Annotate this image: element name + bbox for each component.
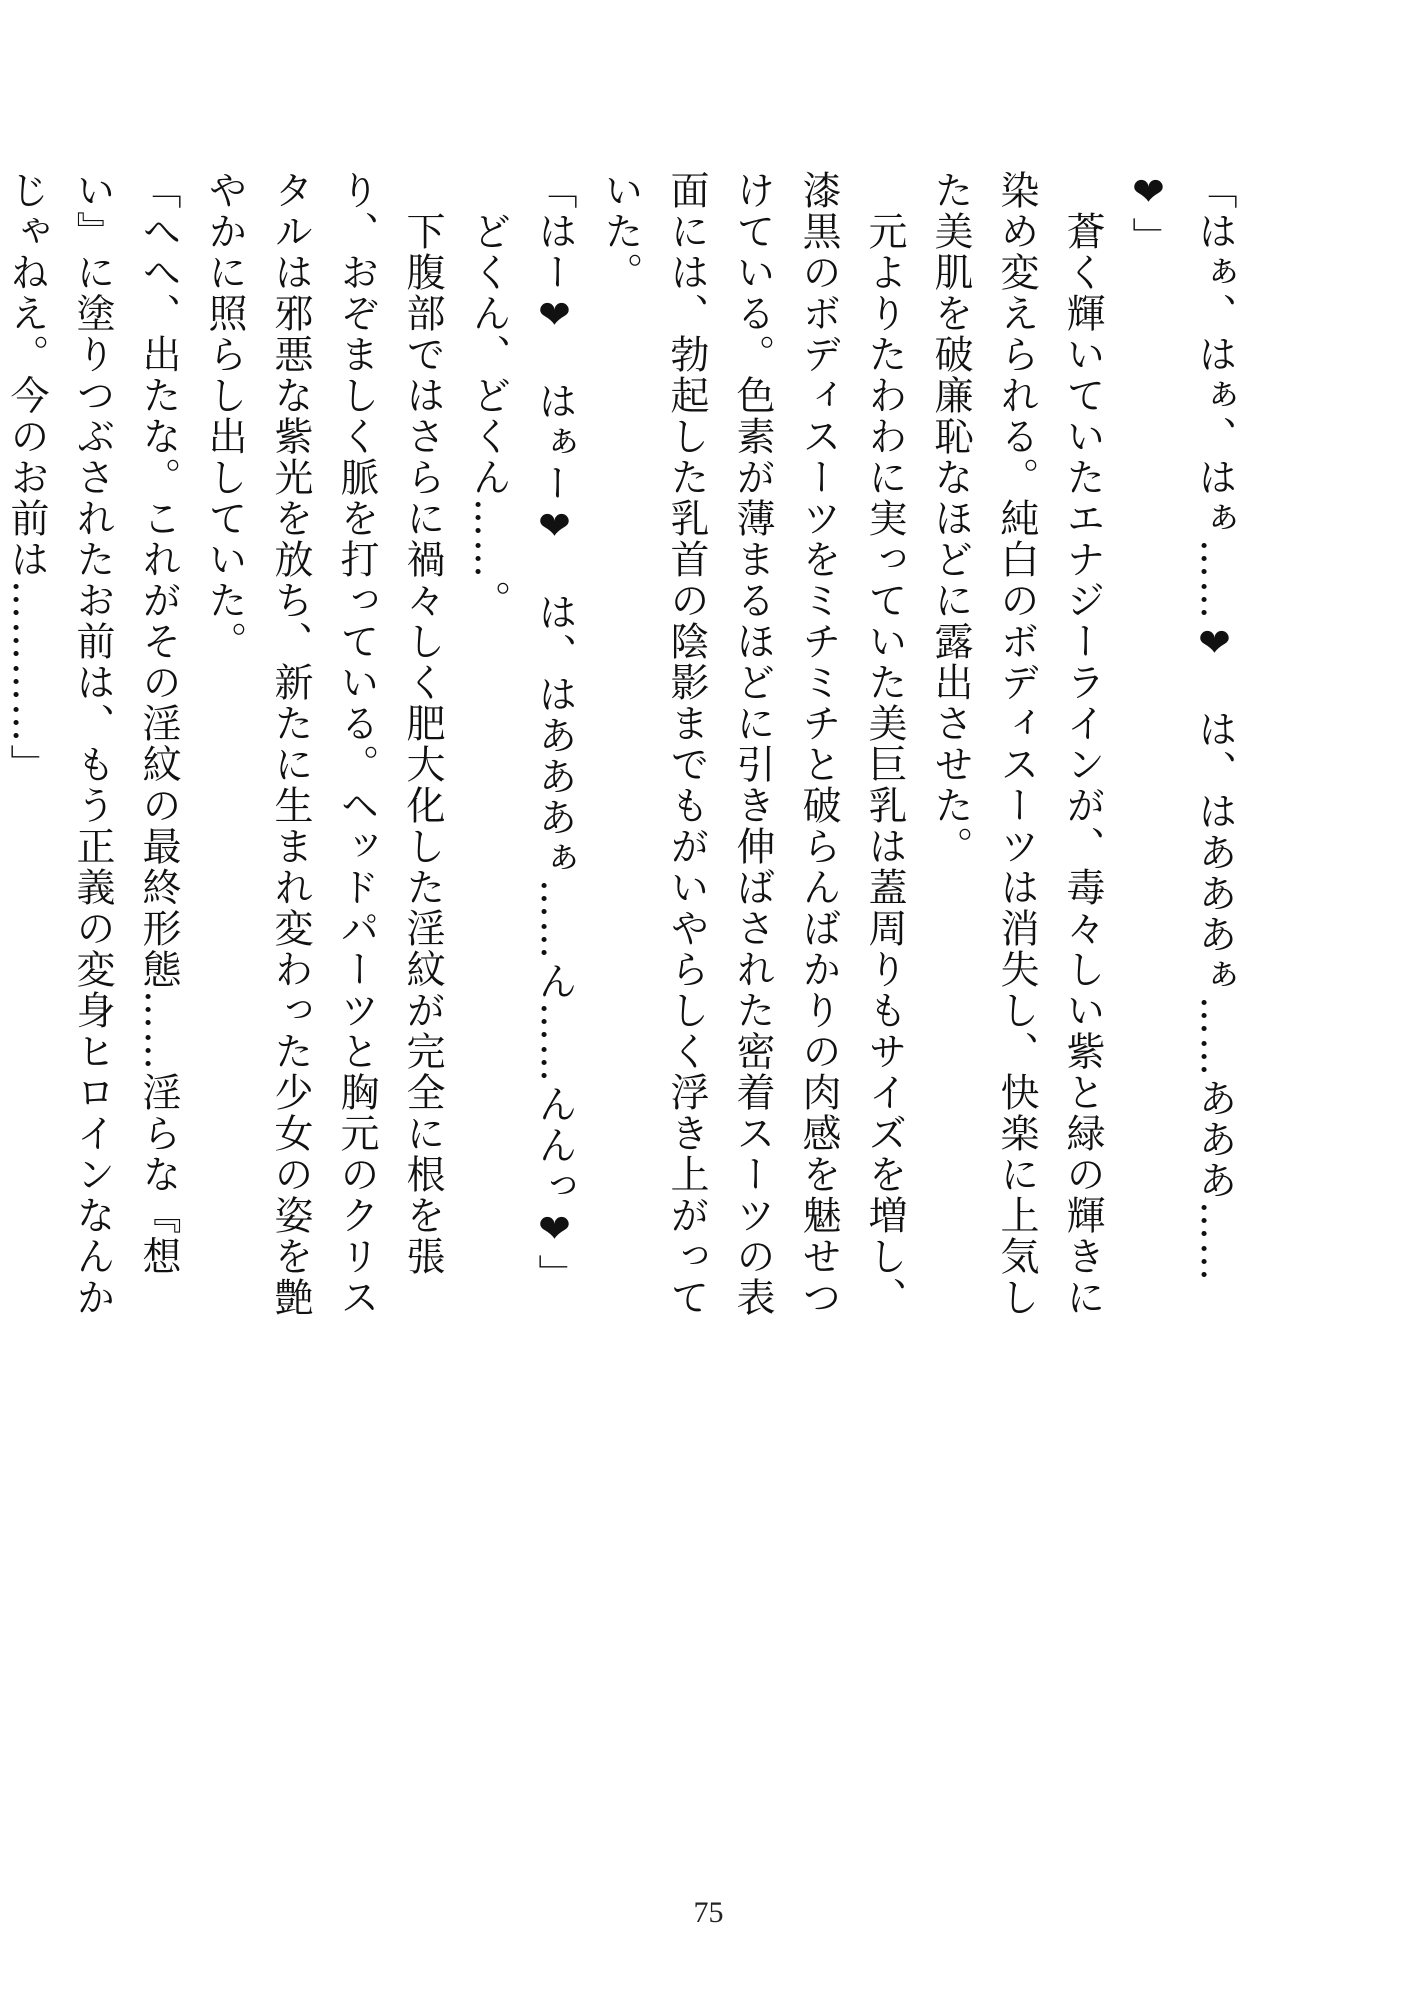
text-line: 「はー❤ はぁー❤ は、はあああぁ……ん……んんっ❤」 [532, 170, 577, 1295]
text-line: 「はぁ、はぁ、はぁ……❤ は、はあああぁ……あああ……❤」 [1126, 170, 1237, 1283]
text-line: どくん、どくん……。 [466, 170, 511, 621]
text-line: 元よりたわわに実っていた美巨乳は蓋周りもサイズを増し、漆黒のボディスーツをミチミチと破らんばかりの肉感を魅せつけている。色素が薄まるほどに引き伸ばされた密着スーツの表面には、勃起した乳首の陰影までもがいやらしく浮き上がっていた。 [598, 170, 907, 1318]
page-number: 75 [693, 1896, 724, 1929]
text-line: 蒼く輝いていたエナジーラインが、毒々しい紫と緑の輝きに染め変えられる。純白のボディスーツは消失し、快楽に上気した美肌を破廉恥なほどに露出させた。 [928, 170, 1105, 1318]
text-line: 「へへ、出たな。これがその淫紋の最終形態……淫らな『想い』に塗りつぶされたお前は、もう正義の変身ヒロインなんかじゃねえ。今のお前は…………」 [4, 170, 181, 1318]
text-line: 下腹部ではさらに禍々しく肥大化した淫紋が完全に根を張り、おぞましく脈を打っている。ヘッドパーツと胸元のクリスタルは邪悪な紫光を放ち、新たに生まれ変わった少女の姿を艶やかに照らし出していた。 [202, 170, 445, 1318]
body-text [4, 170, 1247, 1330]
